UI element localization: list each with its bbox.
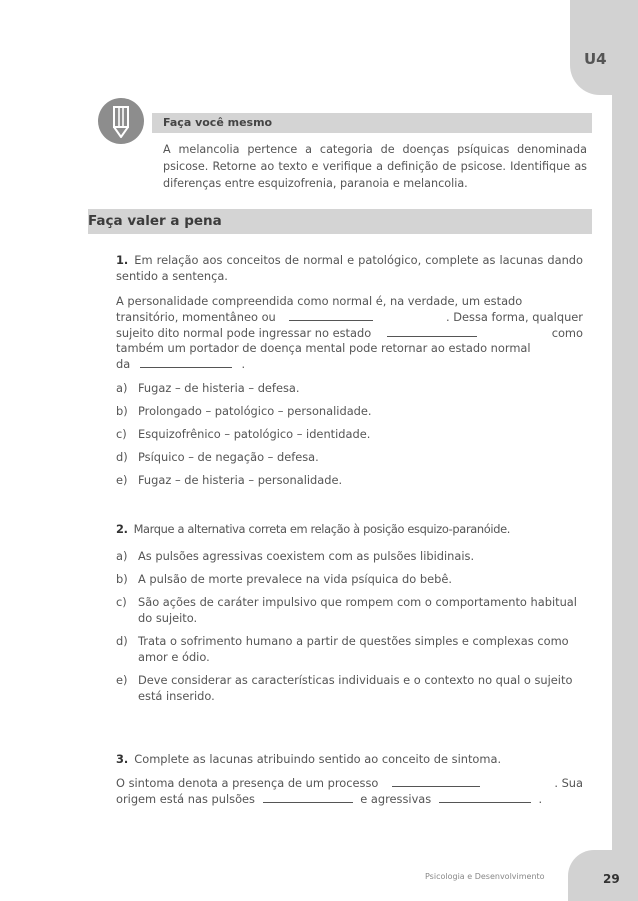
q1-line-2b: . Dessa forma, qualquer [445, 310, 583, 324]
q3-line-2a: origem está nas pulsões [116, 792, 255, 806]
q2-number: 2. [116, 522, 128, 536]
q1-line-3 [116, 326, 583, 342]
q1-blank-2[interactable] [387, 326, 477, 337]
q1-option-a-text: Fugaz – de histeria – defesa. [138, 381, 300, 395]
q3-blank-3[interactable] [439, 792, 531, 803]
page-number: 29 [603, 872, 620, 886]
q2-option-e-letter: e) [116, 673, 128, 687]
q3-line-1a: O sintoma denota a presença de um processo [116, 776, 379, 790]
faca-valer-title: Faça valer a pena [88, 213, 222, 229]
q3-prompt-text: Complete as lacunas atribuindo sentido ao conceito de sintoma. [134, 752, 502, 766]
q2-option-c-text: São ações de caráter impulsivo que rompem com o comportamento habitual do sujeito. [138, 595, 577, 625]
q1-option-a[interactable] [116, 381, 583, 397]
q1-blank-3[interactable] [140, 357, 232, 368]
pencil-icon [98, 98, 144, 144]
q1-line-5b: . [241, 357, 246, 371]
q2-option-e[interactable] [116, 673, 583, 704]
q3-line-2 [116, 792, 542, 808]
faca-voce-mesmo-text: A melancolia pertence a categoria de doenças psíquicas denominada psicose. Retorne ao texto e verifique a definição de psicose. Identifique as diferenças entre esquizofrenia, paranoia e melancolia. [163, 143, 587, 190]
q3-blank-1[interactable] [392, 776, 480, 787]
q1-option-d-text: Psíquico – de negação – defesa. [138, 450, 319, 464]
q1-option-b[interactable] [116, 404, 583, 420]
q1-option-d[interactable] [116, 450, 583, 466]
unit-tab [570, 0, 638, 95]
q1-option-e-text: Fugaz – de histeria – personalidade. [138, 473, 343, 487]
q1-option-c-text: Esquizofrênico – patológico – identidade. [138, 427, 371, 441]
q3-blank-2[interactable] [263, 792, 353, 803]
faca-voce-mesmo-title: Faça você mesmo [163, 116, 273, 129]
q1-line-5a: da [116, 357, 131, 371]
q1-line-3b: como [551, 326, 583, 340]
q2-option-c[interactable] [116, 595, 583, 626]
q1-line-3a: sujeito dito normal pode ingressar no estado [116, 326, 372, 340]
q2-option-d[interactable] [116, 634, 583, 665]
q2-option-a[interactable] [116, 549, 583, 565]
q2-option-d-letter: d) [116, 634, 128, 648]
q1-line-1: A personalidade compreendida como normal é, na verdade, um estado [116, 294, 523, 308]
q2-option-b[interactable] [116, 572, 583, 588]
footer-book-title: Psicologia e Desenvolvimento [425, 872, 545, 881]
q3-line-1b: . Sua [554, 776, 583, 790]
q1-option-b-letter: b) [116, 404, 128, 418]
q1-option-c[interactable] [116, 427, 583, 443]
q2-prompt [116, 522, 583, 538]
q1-prompt [116, 253, 583, 284]
q2-option-e-text: Deve considerar as características individuais e o contexto no qual o sujeito está inserido. [138, 673, 573, 703]
q3-number: 3. [116, 752, 129, 766]
q3-line-1 [116, 776, 583, 792]
q1-option-d-letter: d) [116, 450, 128, 464]
q3-prompt [116, 752, 583, 768]
unit-label: U4 [584, 50, 607, 68]
q3-line-2c: . [538, 792, 543, 806]
q2-prompt-text: Marque a alternativa correta em relação à posição esquizo-paranóide. [133, 522, 511, 536]
q2-option-a-letter: a) [116, 549, 128, 563]
q2-option-a-text: As pulsões agressivas coexistem com as pulsões libidinais. [138, 549, 475, 563]
q1-option-e-letter: e) [116, 473, 128, 487]
q2-option-d-text: Trata o sofrimento humano a partir de questões simples e complexas como amor e ódio. [138, 634, 569, 664]
q1-option-c-letter: c) [116, 427, 127, 441]
q1-option-b-text: Prolongado – patológico – personalidade. [138, 404, 372, 418]
q1-number: 1. [116, 253, 129, 267]
q1-line-2 [116, 310, 583, 326]
q2-option-b-letter: b) [116, 572, 128, 586]
q1-option-e[interactable] [116, 473, 583, 489]
q3-line-2b: e agressivas [360, 792, 432, 806]
q2-option-b-text: A pulsão de morte prevalece na vida psíquica do bebê. [138, 572, 452, 586]
q1-prompt-text: Em relação aos conceitos de normal e patológico, complete as lacunas dando sentido a sentença. [116, 253, 583, 283]
q1-option-a-letter: a) [116, 381, 128, 395]
page-edge-strip [612, 0, 638, 901]
q1-blank-1[interactable] [289, 310, 373, 321]
q2-option-c-letter: c) [116, 595, 127, 609]
q1-line-2a: transitório, momentâneo ou [116, 310, 276, 324]
q1-line-4: também um portador de doença mental pode retornar ao estado normal [116, 341, 531, 355]
q1-line-5 [116, 357, 245, 373]
